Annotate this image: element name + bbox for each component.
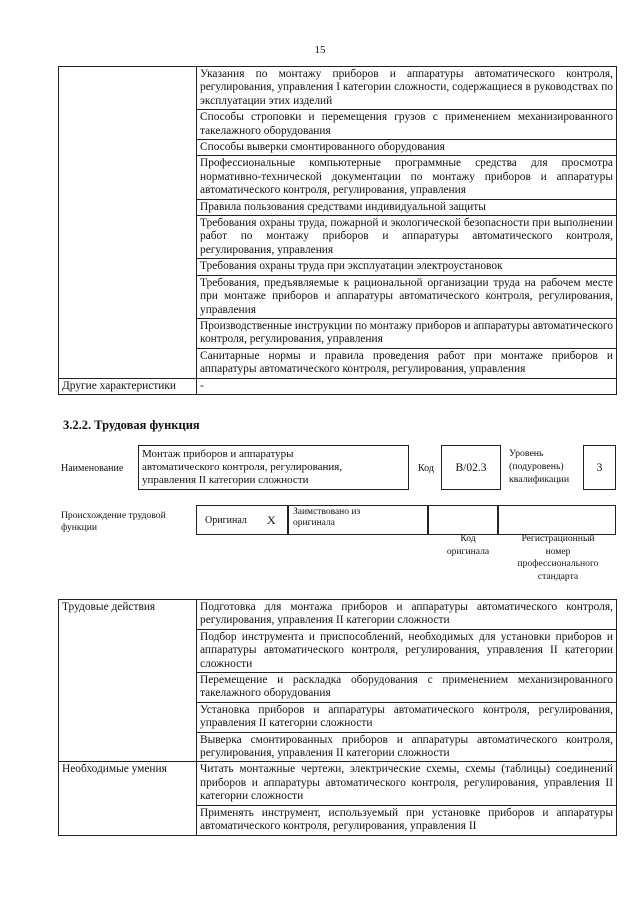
function-code: B/02.3	[441, 445, 501, 490]
actions-table	[58, 599, 617, 836]
origin-label-line: функции	[61, 522, 97, 533]
borrowed-label-line: Заимствовано из	[293, 507, 361, 517]
table-row	[59, 762, 617, 805]
row-text: Выверка смонтированных приборов и аппаратуры автоматического контроля, регулирования, управления II категории сложности	[197, 732, 617, 762]
row-text: Требования, предъявляемые к рациональной организации труда на рабочем месте при монтаже приборов и аппаратуры автоматического контроля, регулирования, управления	[197, 275, 617, 318]
function-name-line: управления II категории сложности	[142, 474, 309, 486]
caption-line: оригинала	[446, 545, 490, 557]
level-label-line: (подуровень)	[509, 461, 564, 472]
borrowed-label	[293, 507, 360, 529]
row-text: Способы выверки смонтированного оборудования	[197, 140, 617, 156]
origin-label	[61, 510, 166, 534]
borrowed-cell	[288, 505, 428, 535]
row-text: Правила пользования средствами индивидуальной защиты	[197, 199, 617, 215]
row-text: Указания по монтажу приборов и аппаратуры автоматического контроля, регулирования, управления I категории сложности, содержащиеся в руководствах по эксплуатации этих изделий	[197, 67, 617, 110]
row-header: Трудовые действия	[59, 600, 197, 762]
name-label: Наименование	[61, 463, 124, 474]
row-text: Применять инструмент, используемый при установке приборов и аппаратуры автоматического контроля, регулирования, управления II	[197, 805, 617, 835]
borrowed-label-line: оригинала	[293, 518, 335, 528]
level-label	[509, 447, 569, 486]
row-text: Подбор инструмента и приспособлений, необходимых для установки приборов и аппаратуры автоматического контроля, регулирования, управления II категории сложности	[197, 629, 617, 672]
level-label-line: Уровень	[509, 448, 544, 459]
origin-row	[196, 505, 616, 535]
caption-line: номер	[545, 545, 571, 557]
row-header: Необходимые умения	[59, 762, 197, 835]
row-text: Требования охраны труда, пожарной и экологической безопасности при выполнении работ по монтажу приборов и аппаратуры автоматического контроля, регулирования, управления	[197, 216, 617, 259]
row-text: -	[197, 378, 617, 394]
row-header	[59, 67, 197, 379]
original-code-cell	[428, 505, 498, 535]
qualification-level: 3	[583, 445, 616, 490]
level-label-line: квалификации	[509, 474, 570, 485]
table-row	[59, 67, 617, 110]
function-name-line: Монтаж приборов и аппаратуры	[142, 448, 294, 460]
original-cell	[196, 505, 288, 535]
row-text: Перемещение и раскладка оборудования с применением механизированного такелажного оборудования	[197, 673, 617, 703]
row-header: Другие характеристики	[59, 378, 197, 394]
registration-number-caption	[500, 533, 616, 583]
original-code-caption	[433, 533, 503, 558]
table-row	[59, 378, 617, 394]
table-row	[59, 600, 617, 630]
row-text: Санитарные нормы и правила проведения работ при монтаже приборов и аппаратуры автоматического контроля, регулирования, управления	[197, 348, 617, 378]
original-mark: X	[267, 513, 276, 527]
row-text: Профессиональные компьютерные программные средства для просмотра нормативно-технической документации по монтажу приборов и аппаратуры автоматического контроля, регулирования, управления	[197, 156, 617, 199]
registration-number-cell	[498, 505, 616, 535]
origin-label-line: Происхождение трудовой	[61, 510, 166, 521]
function-name-box	[138, 445, 409, 490]
row-text: Читать монтажные чертежи, электрические схемы, схемы (таблицы) соединений приборов и аппаратуры автоматического контроля, регулирования, управления II категории сложности	[197, 762, 617, 805]
section-title: 3.2.2. Трудовая функция	[63, 418, 200, 432]
row-text: Подготовка для монтажа приборов и аппаратуры автоматического контроля, регулирования, управления II категории сложности	[197, 600, 617, 630]
original-label: Оригинал	[205, 515, 247, 526]
row-text: Требования охраны труда при эксплуатации электроустановок	[197, 259, 617, 275]
caption-line: стандарта	[537, 570, 579, 582]
row-text: Способы строповки и перемещения грузов с применением механизированного такелажного оборудования	[197, 110, 617, 140]
page-number: 15	[314, 44, 326, 56]
caption-line: Код	[460, 533, 476, 544]
knowledge-table	[58, 66, 617, 395]
function-name-line: автоматического контроля, регулирования,	[142, 461, 343, 473]
code-label: Код	[418, 463, 434, 474]
caption-line: Регистрационный	[521, 533, 595, 544]
row-text: Производственные инструкции по монтажу приборов и аппаратуры автоматического контроля, регулирования, управления	[197, 318, 617, 348]
row-text: Установка приборов и аппаратуры автоматического контроля, регулирования, управления II категории сложности	[197, 702, 617, 732]
caption-line: профессионального	[517, 558, 599, 569]
